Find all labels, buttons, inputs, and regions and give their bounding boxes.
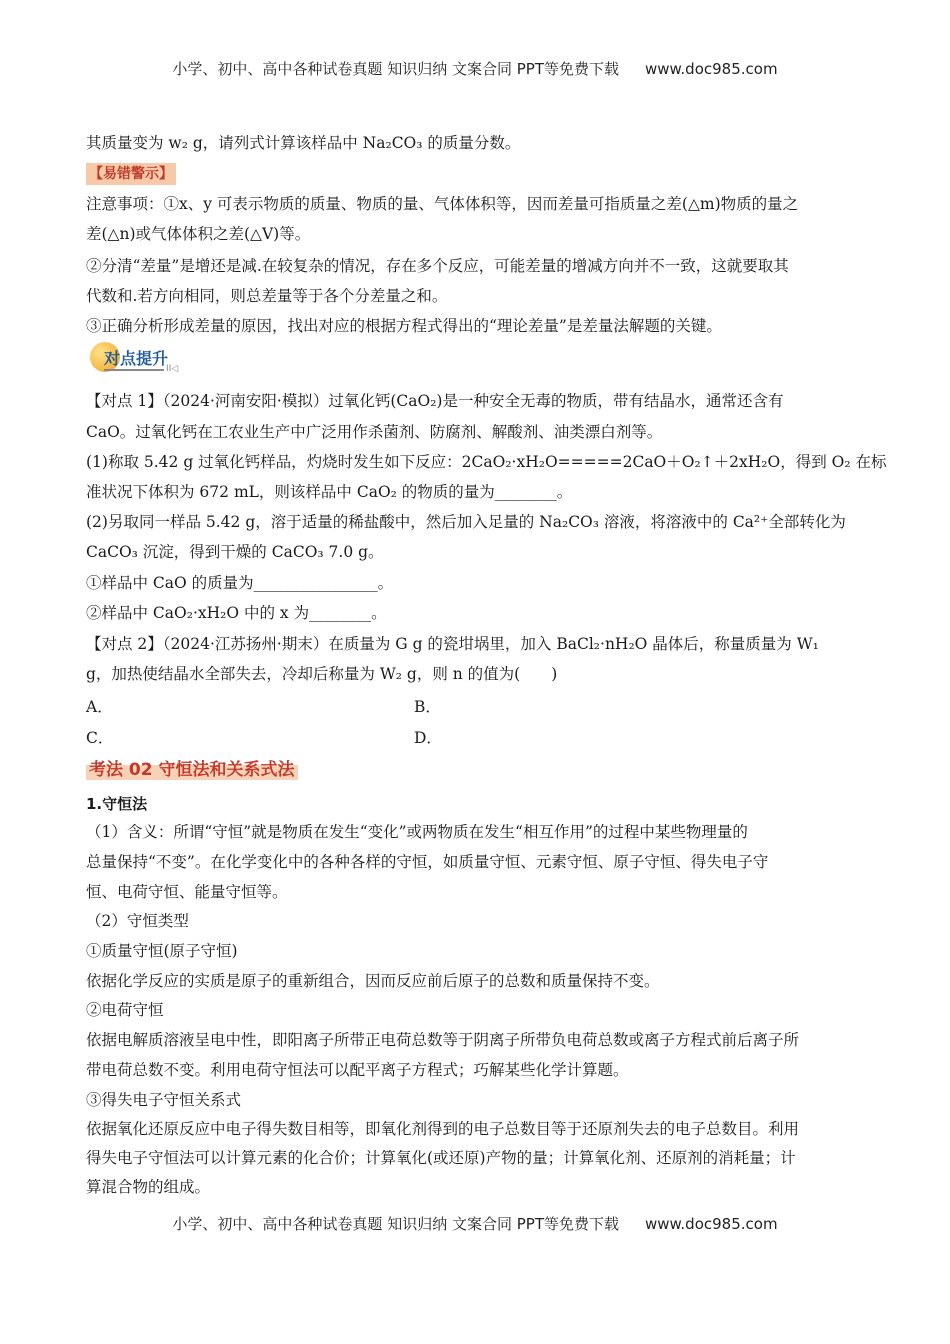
- badge-label: 对点提升: [104, 349, 169, 368]
- option-b: B．: [414, 698, 441, 716]
- conservation-line: 带电荷总数不变。利用电荷守恒法可以配平离子方程式；巧解某些化学计算题。: [86, 1061, 629, 1079]
- option-c: C．: [86, 729, 114, 747]
- q1-line: ②样品中 CaO₂·xH₂O 中的 x 为________。: [86, 604, 387, 622]
- page-header: [0, 58, 950, 79]
- q1-line: ①样品中 CaO 的质量为________________。: [86, 574, 394, 592]
- conservation-heading: 1.守恒法: [86, 795, 148, 813]
- conservation-line: 总量保持“不变”。在化学变化中的各种各样的守恒，如质量守恒、元素守恒、原子守恒、得失电子守: [86, 853, 769, 871]
- q1-line: (1)称取 5.42 g 过氧化钙样品，灼烧时发生如下反应：2CaO₂·xH₂O=====2CaO＋O₂↑＋2xH₂O，得到 O₂ 在标: [86, 453, 887, 471]
- conservation-line: ②电荷守恒: [86, 1001, 164, 1019]
- warning-tag-row: [86, 163, 876, 185]
- warning-line: ②分清“差量”是增还是减.在较复杂的情况，存在多个反应，可能差量的增减方向并不一致，这就要取其: [86, 257, 789, 275]
- section-title: 考法 02 守恒法和关系式法: [86, 755, 298, 780]
- conservation-line: （2）守恒类型: [86, 912, 189, 930]
- footer-site[interactable]: www.doc985.com: [644, 1215, 778, 1233]
- conservation-line: ③得失电子守恒关系式: [86, 1091, 242, 1109]
- q1-line: (2)另取同一样品 5.42 g，溶于适量的稀盐酸中，然后加入足量的 Na₂CO₃ 溶液，将溶液中的 Ca²⁺全部转化为: [86, 513, 846, 531]
- q2-line: g，加热使结晶水全部失去，冷却后称量为 W₂ g，则 n 的值为( ): [86, 665, 558, 683]
- conservation-line: ①质量守恒(原子守恒): [86, 942, 238, 960]
- warning-tag: 【易错警示】: [86, 163, 176, 185]
- intro-line: 其质量变为 w₂ g，请列式计算该样品中 Na₂CO₃ 的质量分数。: [86, 134, 521, 152]
- footer-text: 小学、初中、高中各种试卷真题 知识归纳 文案合同 PPT等免费下载: [172, 1215, 619, 1233]
- page-footer: [0, 1213, 950, 1234]
- header-site[interactable]: www.doc985.com: [644, 60, 778, 78]
- option-a: A．: [86, 698, 113, 716]
- conservation-line: 恒、电荷守恒、能量守恒等。: [86, 883, 288, 901]
- warning-line: 差(△n)或气体体积之差(△V)等。: [86, 225, 311, 243]
- warning-line: ③正确分析形成差量的原因，找出对应的根据方程式得出的“理论差量”是差量法解题的关键。: [86, 317, 722, 335]
- badge-underline: [104, 369, 164, 371]
- header-text: 小学、初中、高中各种试卷真题 知识归纳 文案合同 PPT等免费下载: [172, 60, 619, 78]
- practice-badge: [86, 340, 178, 374]
- conservation-line: 依据电解质溶液呈电中性，即阳离子所带正电荷总数等于阴离子所带负电荷总数或离子方程式前后离子所: [86, 1031, 800, 1049]
- q1-line: CaCO₃ 沉淀，得到干燥的 CaCO₃ 7.0 g。: [86, 543, 384, 561]
- q1-line: 【对点 1】（2024·河南安阳·模拟）过氧化钙(CaO₂)是一种安全无毒的物质，带有结晶水，通常还含有: [86, 392, 784, 410]
- badge-mark: II◁: [166, 364, 179, 374]
- option-d: D．: [414, 729, 442, 747]
- conservation-line: （1）含义：所谓“守恒”就是物质在发生“变化”或两物质在发生“相互作用”的过程中某些物理量的: [86, 823, 748, 841]
- q1-line: 准状况下体积为 672 mL，则该样品中 CaO₂ 的物质的量为________。: [86, 483, 573, 501]
- q1-line: CaO。过氧化钙在工农业生产中广泛用作杀菌剂、防腐剂、解酸剂、油类漂白剂等。: [86, 423, 663, 441]
- q2-line: 【对点 2】（2024·江苏扬州·期末）在质量为 G g 的瓷坩埚里，加入 BaCl₂·nH₂O 晶体后，称量质量为 W₁: [86, 635, 819, 653]
- conservation-line: 依据氧化还原反应中电子得失数目相等，即氧化剂得到的电子总数目等于还原剂失去的电子总数目。利用: [86, 1120, 800, 1138]
- conservation-line: 得失电子守恒法可以计算元素的化合价；计算氧化(或还原)产物的量；计算氧化剂、还原剂的消耗量；计: [86, 1149, 796, 1167]
- conservation-line: 算混合物的组成。: [86, 1178, 211, 1196]
- warning-line: 注意事项：①x、y 可表示物质的质量、物质的量、气体体积等，因而差量可指质量之差(△m)物质的量之: [86, 195, 799, 213]
- warning-line: 代数和.若方向相同，则总差量等于各个分差量之和。: [86, 287, 448, 305]
- conservation-line: 依据化学反应的实质是原子的重新组合，因而反应前后原子的总数和质量保持不变。: [86, 972, 660, 990]
